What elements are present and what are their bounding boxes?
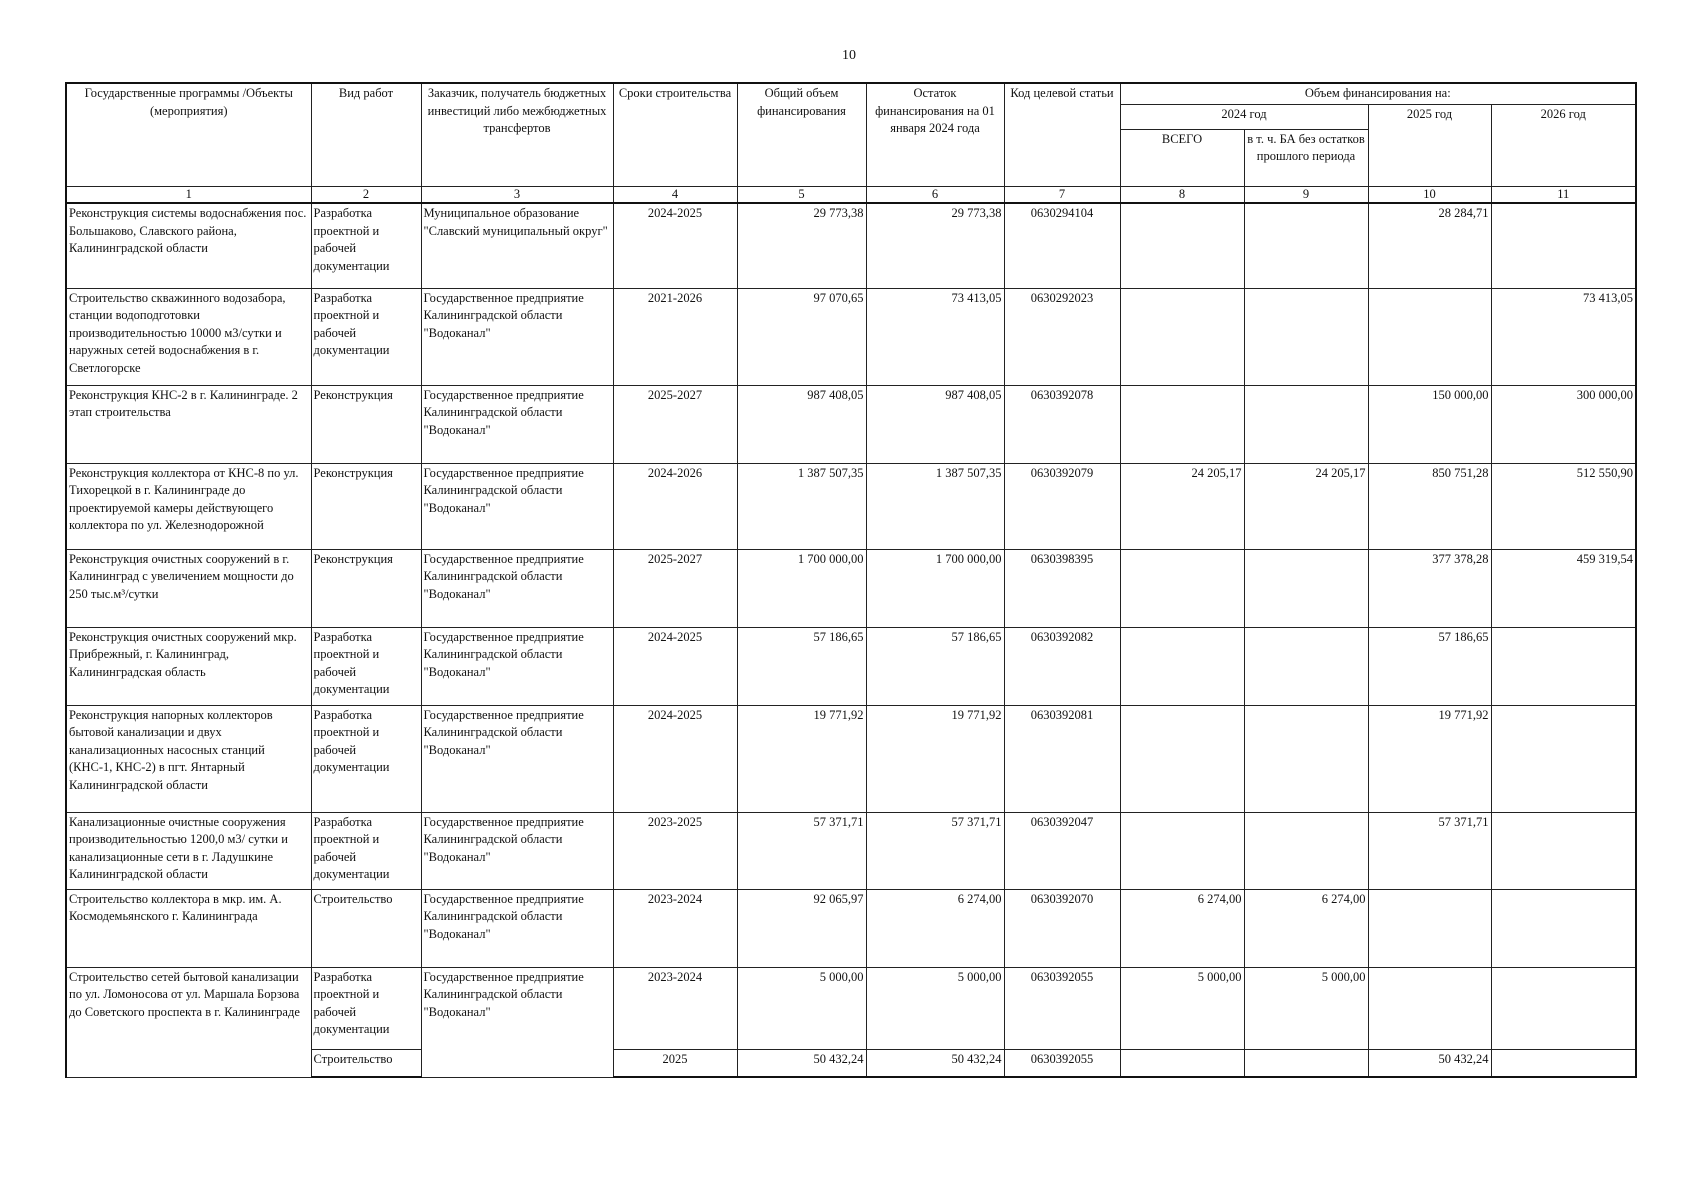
cell-remainder: 5 000,00 (866, 967, 1004, 1049)
col-number: 7 (1004, 186, 1120, 203)
cell-2024-total: 5 000,00 (1120, 967, 1244, 1049)
cell-period: 2024-2025 (613, 203, 737, 288)
cell-2025: 57 371,71 (1368, 812, 1491, 889)
cell-code: 0630292023 (1004, 288, 1120, 385)
cell-object: Реконструкция очистных сооружений мкр. Прибрежный, г. Калининград, Калининградская область (66, 627, 311, 705)
cell-2025: 19 771,92 (1368, 705, 1491, 812)
col-number: 10 (1368, 186, 1491, 203)
cell-total: 57 371,71 (737, 812, 866, 889)
cell-period: 2025-2027 (613, 549, 737, 627)
cell-period: 2023-2024 (613, 889, 737, 967)
cell-work-type: Разработка проектной и рабочей документации (311, 812, 421, 889)
cell-total: 1 700 000,00 (737, 549, 866, 627)
cell-customer: Государственное предприятие Калининградской области "Водоканал" (421, 385, 613, 463)
cell-total: 97 070,65 (737, 288, 866, 385)
col-number: 8 (1120, 186, 1244, 203)
cell-period: 2024-2026 (613, 463, 737, 549)
cell-work-type: Реконструкция (311, 549, 421, 627)
cell-2025: 850 751,28 (1368, 463, 1491, 549)
cell-remainder: 57 186,65 (866, 627, 1004, 705)
cell-2025 (1368, 288, 1491, 385)
cell-2024-ba (1244, 385, 1368, 463)
cell-2026 (1491, 889, 1636, 967)
col-number: 1 (66, 186, 311, 203)
table-row (66, 627, 1636, 705)
cell-2024-ba (1244, 203, 1368, 288)
cell-work-type: Разработка проектной и рабочей документации (311, 288, 421, 385)
cell-2025: 28 284,71 (1368, 203, 1491, 288)
cell-2025: 377 378,28 (1368, 549, 1491, 627)
cell-remainder: 73 413,05 (866, 288, 1004, 385)
col-number: 11 (1491, 186, 1636, 203)
col-number: 3 (421, 186, 613, 203)
cell-total: 92 065,97 (737, 889, 866, 967)
header-2024-ba: в т. ч. БА без остатков прошлого периода (1244, 129, 1368, 186)
table-row (66, 463, 1636, 549)
cell-object: Строительство сетей бытовой канализации по ул. Ломоносова от ул. Маршала Борзова до Советского проспекта в г. Калининграде (66, 967, 311, 1077)
col-number: 5 (737, 186, 866, 203)
cell-object: Реконструкция напорных коллекторов бытовой канализации и двух канализационных насосных станций (КНС-1, КНС-2) в пгт. Янтарный Калининградской области (66, 705, 311, 812)
cell-work-type: Реконструкция (311, 463, 421, 549)
cell-customer: Государственное предприятие Калининградской области "Водоканал" (421, 705, 613, 812)
cell-work-type: Разработка проектной и рабочей документации (311, 705, 421, 812)
cell-2024-total (1120, 705, 1244, 812)
cell-2024-total (1120, 812, 1244, 889)
cell-code: 0630392078 (1004, 385, 1120, 463)
cell-remainder: 987 408,05 (866, 385, 1004, 463)
cell-2025 (1368, 889, 1491, 967)
cell-2026: 300 000,00 (1491, 385, 1636, 463)
cell-customer: Государственное предприятие Калининградской области "Водоканал" (421, 288, 613, 385)
header-customer: Заказчик, получатель бюджетных инвестиций либо межбюджетных трансфертов (421, 83, 613, 186)
header-code: Код целевой статьи (1004, 83, 1120, 186)
cell-customer: Государственное предприятие Калининградской области "Водоканал" (421, 627, 613, 705)
cell-total: 29 773,38 (737, 203, 866, 288)
header-year-2025: 2025 год (1368, 104, 1491, 186)
header-remainder: Остаток финансирования на 01 января 2024 года (866, 83, 1004, 186)
header-year-2024: 2024 год (1120, 104, 1368, 129)
cell-2024-ba (1244, 549, 1368, 627)
col-number: 2 (311, 186, 421, 203)
cell-code: 0630392081 (1004, 705, 1120, 812)
cell-2026: 512 550,90 (1491, 463, 1636, 549)
cell-customer: Государственное предприятие Калининградской области "Водоканал" (421, 889, 613, 967)
col-number: 4 (613, 186, 737, 203)
col-number: 6 (866, 186, 1004, 203)
cell-work-type: Разработка проектной и рабочей документации (311, 203, 421, 288)
cell-total: 50 432,24 (737, 1049, 866, 1077)
cell-2026 (1491, 203, 1636, 288)
cell-remainder: 29 773,38 (866, 203, 1004, 288)
cell-customer: Государственное предприятие Калининградской области "Водоканал" (421, 549, 613, 627)
cell-2026: 459 319,54 (1491, 549, 1636, 627)
cell-remainder: 6 274,00 (866, 889, 1004, 967)
cell-period: 2024-2025 (613, 627, 737, 705)
cell-2026 (1491, 967, 1636, 1049)
cell-2024-total (1120, 549, 1244, 627)
cell-2025 (1368, 967, 1491, 1049)
table-row (66, 967, 1636, 1049)
header-funding-group: Объем финансирования на: (1120, 83, 1636, 104)
cell-2024-ba (1244, 288, 1368, 385)
cell-code: 0630392070 (1004, 889, 1120, 967)
cell-customer: Государственное предприятие Калининградской области "Водоканал" (421, 967, 613, 1077)
cell-total: 19 771,92 (737, 705, 866, 812)
cell-2024-total (1120, 385, 1244, 463)
cell-object: Реконструкция коллектора от КНС-8 по ул. Тихорецкой в г. Калининграде до проектируемой камеры действующего коллектора по ул. Железнодорожной (66, 463, 311, 549)
cell-object: Канализационные очистные сооружения производительностью 1200,0 м3/ сутки и канализационные сети в г. Ладушкине Калининградской области (66, 812, 311, 889)
cell-2024-ba: 6 274,00 (1244, 889, 1368, 967)
cell-total: 1 387 507,35 (737, 463, 866, 549)
header-total-funding: Общий объем финансирования (737, 83, 866, 186)
cell-object: Строительство скважинного водозабора, станции водоподготовки производительностью 10000 м3/сутки и наружных сетей водоснабжения в г. Светлогорске (66, 288, 311, 385)
cell-2024-ba: 5 000,00 (1244, 967, 1368, 1049)
table-row (66, 705, 1636, 812)
cell-code: 0630294104 (1004, 203, 1120, 288)
cell-remainder: 57 371,71 (866, 812, 1004, 889)
cell-code: 0630392055 (1004, 967, 1120, 1049)
cell-period: 2025 (613, 1049, 737, 1077)
cell-total: 57 186,65 (737, 627, 866, 705)
cell-2025: 150 000,00 (1368, 385, 1491, 463)
cell-2026 (1491, 627, 1636, 705)
cell-code: 0630392079 (1004, 463, 1120, 549)
cell-2024-total: 6 274,00 (1120, 889, 1244, 967)
cell-2024-ba: 24 205,17 (1244, 463, 1368, 549)
cell-2024-total (1120, 203, 1244, 288)
cell-customer: Государственное предприятие Калининградской области "Водоканал" (421, 463, 613, 549)
cell-total: 987 408,05 (737, 385, 866, 463)
cell-2024-total (1120, 627, 1244, 705)
cell-2026 (1491, 705, 1636, 812)
page-number: 10 (842, 48, 856, 63)
cell-2024-ba (1244, 1049, 1368, 1077)
cell-work-type: Строительство (311, 889, 421, 967)
cell-object: Реконструкция системы водоснабжения пос. Большаково, Славского района, Калининградской области (66, 203, 311, 288)
cell-2024-ba (1244, 812, 1368, 889)
cell-code: 0630392082 (1004, 627, 1120, 705)
cell-period: 2025-2027 (613, 385, 737, 463)
cell-2024-ba (1244, 705, 1368, 812)
cell-2025: 50 432,24 (1368, 1049, 1491, 1077)
cell-remainder: 1 387 507,35 (866, 463, 1004, 549)
cell-work-type: Разработка проектной и рабочей документации (311, 967, 421, 1049)
cell-2024-total (1120, 1049, 1244, 1077)
cell-2024-ba (1244, 627, 1368, 705)
cell-period: 2023-2024 (613, 967, 737, 1049)
cell-code: 0630398395 (1004, 549, 1120, 627)
table-row (66, 812, 1636, 889)
table-row (66, 889, 1636, 967)
cell-period: 2023-2025 (613, 812, 737, 889)
cell-2026 (1491, 812, 1636, 889)
cell-period: 2024-2025 (613, 705, 737, 812)
cell-work-type: Разработка проектной и рабочей документации (311, 627, 421, 705)
cell-2024-total: 24 205,17 (1120, 463, 1244, 549)
table-row (66, 203, 1636, 288)
cell-2026: 73 413,05 (1491, 288, 1636, 385)
cell-work-type: Строительство (311, 1049, 421, 1077)
header-2024-total: ВСЕГО (1120, 129, 1244, 186)
header-objects: Государственные программы /Объекты (мероприятия) (66, 83, 311, 186)
cell-2025: 57 186,65 (1368, 627, 1491, 705)
cell-2026 (1491, 1049, 1636, 1077)
cell-customer: Муниципальное образование "Славский муниципальный округ" (421, 203, 613, 288)
cell-object: Реконструкция очистных сооружений в г. Калининград с увеличением мощности до 250 тыс.м³/сутки (66, 549, 311, 627)
cell-period: 2021-2026 (613, 288, 737, 385)
cell-remainder: 1 700 000,00 (866, 549, 1004, 627)
cell-remainder: 19 771,92 (866, 705, 1004, 812)
cell-code: 0630392055 (1004, 1049, 1120, 1077)
table-row (66, 385, 1636, 463)
header-year-2026: 2026 год (1491, 104, 1636, 186)
header-work-type: Вид работ (311, 83, 421, 186)
cell-object: Строительство коллектора в мкр. им. А. Космодемьянского г. Калининграда (66, 889, 311, 967)
table-row (66, 288, 1636, 385)
cell-total: 5 000,00 (737, 967, 866, 1049)
cell-work-type: Реконструкция (311, 385, 421, 463)
cell-remainder: 50 432,24 (866, 1049, 1004, 1077)
table-row (66, 549, 1636, 627)
cell-code: 0630392047 (1004, 812, 1120, 889)
col-number: 9 (1244, 186, 1368, 203)
cell-customer: Государственное предприятие Калининградской области "Водоканал" (421, 812, 613, 889)
header-period: Сроки строительства (613, 83, 737, 186)
financing-table (65, 82, 1637, 1078)
cell-object: Реконструкция КНС-2 в г. Калининграде. 2 этап строительства (66, 385, 311, 463)
cell-2024-total (1120, 288, 1244, 385)
